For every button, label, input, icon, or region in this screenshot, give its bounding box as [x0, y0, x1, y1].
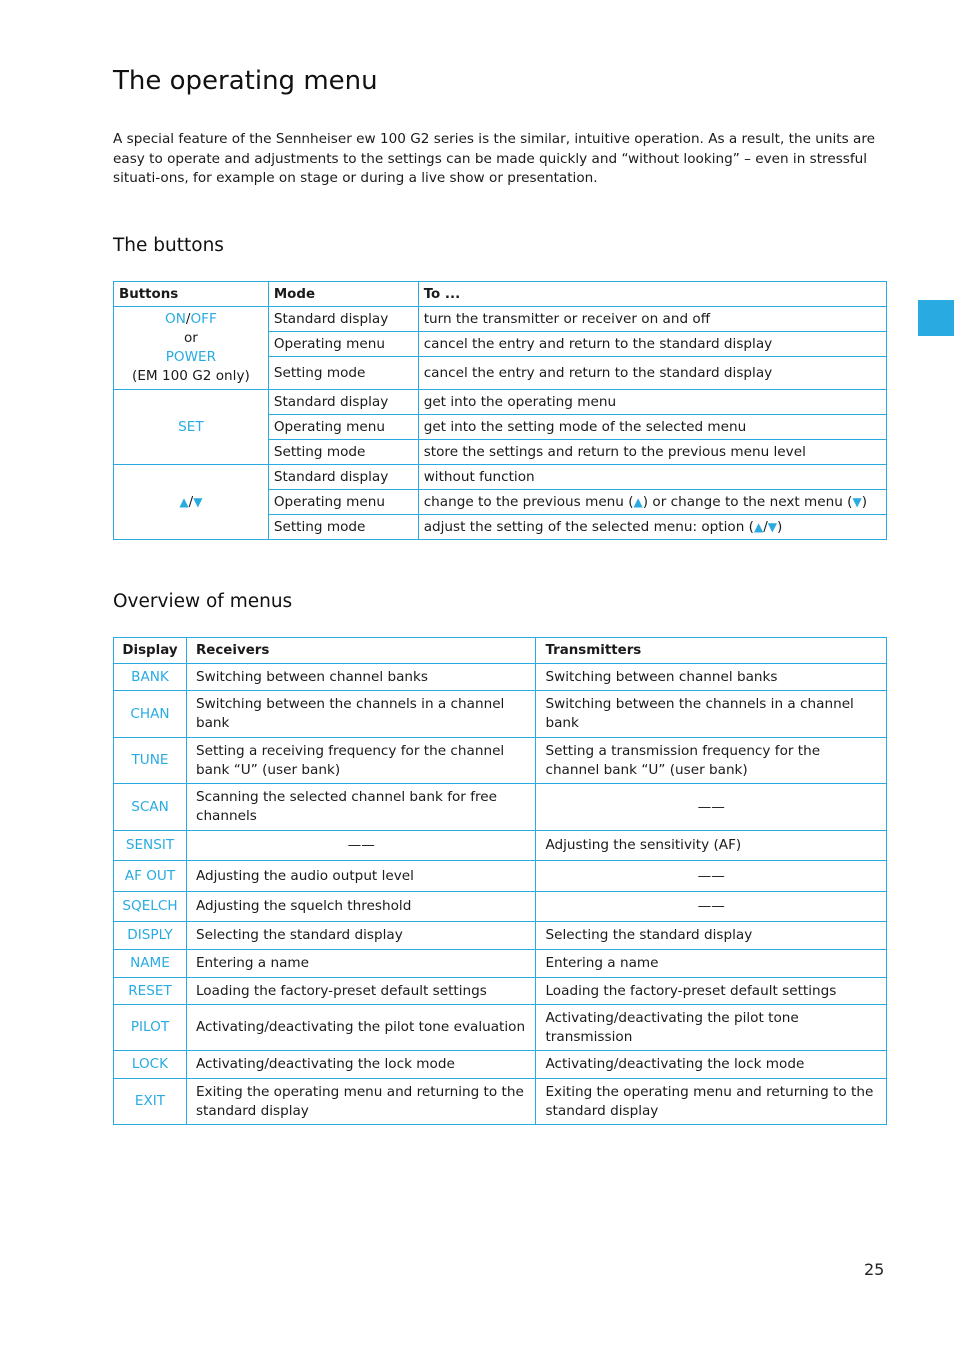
mode-cell: Setting mode — [268, 515, 418, 540]
receivers-cell: Scanning the selected channel bank for free channels — [186, 784, 536, 831]
arrow-up-icon: ▲ — [633, 494, 643, 509]
action-cell: get into the setting mode of the selected menu — [418, 415, 886, 440]
display-cell: PILOT — [114, 1005, 187, 1051]
button-cell-on-off — [114, 307, 269, 390]
page-title: The operating menu — [113, 66, 378, 96]
receivers-cell: Activating/deactivating the pilot tone evaluation — [186, 1005, 536, 1051]
transmitters-cell: —— — [536, 861, 887, 892]
or-label: or — [183, 330, 198, 346]
button-cell-set: SET — [114, 390, 269, 465]
transmitters-cell: Setting a transmission frequency for the channel bank “U” (user bank) — [536, 738, 887, 784]
arrow-down-icon: ▼ — [767, 519, 778, 534]
display-cell: LOCK — [114, 1051, 187, 1079]
transmitters-cell: —— — [536, 892, 887, 922]
action-text: / — [763, 518, 768, 535]
transmitters-cell: Activating/deactivating the pilot tone transmission — [536, 1005, 887, 1051]
header-transmitters: Transmitters — [536, 638, 887, 664]
receivers-cell: —— — [186, 831, 536, 861]
arrow-down-icon: ▼ — [852, 494, 862, 509]
transmitters-cell: Activating/deactivating the lock mode — [536, 1051, 887, 1079]
action-cell: cancel the entry and return to the standard display — [418, 357, 886, 390]
display-cell: SENSIT — [114, 831, 187, 861]
transmitters-cell: Exiting the operating menu and returning to the standard display — [536, 1079, 887, 1125]
page-number: 25 — [864, 1260, 885, 1279]
action-cell — [418, 490, 886, 515]
receivers-cell: Loading the factory-preset default settings — [186, 978, 536, 1005]
buttons-table-header — [114, 282, 887, 307]
mode-cell: Operating menu — [268, 415, 418, 440]
transmitters-cell: Entering a name — [536, 950, 887, 978]
overview-table — [113, 637, 887, 1125]
display-cell: RESET — [114, 978, 187, 1005]
table-row — [114, 1079, 887, 1125]
table-row — [114, 1051, 887, 1079]
display-cell: SQELCH — [114, 892, 187, 922]
slash: / — [185, 311, 191, 327]
transmitters-cell: Switching between the channels in a channel bank — [536, 691, 887, 738]
table-row — [114, 784, 887, 831]
display-cell: AF OUT — [114, 861, 187, 892]
chapter-tab-marker — [918, 300, 954, 336]
table-row — [114, 922, 887, 950]
mode-cell: Standard display — [268, 465, 418, 490]
off-label: OFF — [190, 311, 217, 327]
buttons-table — [113, 281, 887, 540]
receivers-cell: Setting a receiving frequency for the channel bank “U” (user bank) — [186, 738, 536, 784]
on-label: ON — [165, 311, 186, 327]
header-display: Display — [114, 638, 187, 664]
slash: / — [188, 493, 194, 510]
power-note: (EM 100 G2 only) — [132, 368, 250, 384]
display-cell: BANK — [114, 664, 187, 691]
receivers-cell: Exiting the operating menu and returning to the standard display — [186, 1079, 536, 1125]
mode-cell: Setting mode — [268, 440, 418, 465]
button-cell-up-down — [114, 465, 269, 540]
display-cell: NAME — [114, 950, 187, 978]
receivers-cell: Switching between channel banks — [186, 664, 536, 691]
transmitters-cell: Adjusting the sensitivity (AF) — [536, 831, 887, 861]
action-text: adjust the setting of the selected menu: option ( — [423, 518, 754, 535]
power-label: POWER — [165, 349, 217, 365]
action-cell: get into the operating menu — [418, 390, 886, 415]
receivers-cell: Switching between the channels in a channel bank — [186, 691, 536, 738]
action-cell — [418, 515, 886, 540]
mode-cell: Standard display — [268, 307, 418, 332]
action-text: ) — [777, 518, 783, 535]
display-cell: SCAN — [114, 784, 187, 831]
mode-cell: Setting mode — [268, 357, 418, 390]
transmitters-cell: Selecting the standard display — [536, 922, 887, 950]
receivers-cell: Selecting the standard display — [186, 922, 536, 950]
mode-cell: Standard display — [268, 390, 418, 415]
display-cell: DISPLY — [114, 922, 187, 950]
transmitters-cell: —— — [536, 784, 887, 831]
table-row — [114, 978, 887, 1005]
overview-table-body — [114, 664, 887, 1125]
overview-heading: Overview of menus — [113, 591, 293, 612]
table-row — [114, 307, 887, 332]
arrow-up-icon: ▲ — [179, 494, 189, 509]
action-text: ) — [861, 493, 868, 510]
table-row — [114, 390, 887, 415]
header-receivers: Receivers — [186, 638, 536, 664]
action-cell: store the settings and return to the previous menu level — [418, 440, 886, 465]
table-row — [114, 831, 887, 861]
display-cell: TUNE — [114, 738, 187, 784]
table-row — [114, 738, 887, 784]
arrow-down-icon: ▼ — [193, 494, 203, 509]
transmitters-cell: Switching between channel banks — [536, 664, 887, 691]
receivers-cell: Adjusting the squelch threshold — [186, 892, 536, 922]
table-row — [114, 892, 887, 922]
mode-cell: Operating menu — [268, 490, 418, 515]
arrow-up-icon: ▲ — [753, 519, 764, 534]
table-row — [114, 950, 887, 978]
receivers-cell: Adjusting the audio output level — [186, 861, 536, 892]
action-text: ) or change to the next menu ( — [642, 493, 853, 510]
overview-table-header — [114, 638, 887, 664]
action-cell: without function — [418, 465, 886, 490]
table-row — [114, 861, 887, 892]
header-buttons: Buttons — [114, 282, 269, 307]
receivers-cell: Activating/deactivating the lock mode — [186, 1051, 536, 1079]
header-to: To ... — [418, 282, 886, 307]
table-row — [114, 691, 887, 738]
transmitters-cell: Loading the factory-preset default settings — [536, 978, 887, 1005]
buttons-heading: The buttons — [113, 235, 224, 256]
action-cell: turn the transmitter or receiver on and off — [418, 307, 886, 332]
table-row — [114, 1005, 887, 1051]
action-text: change to the previous menu ( — [423, 493, 634, 510]
display-cell: EXIT — [114, 1079, 187, 1125]
header-mode: Mode — [268, 282, 418, 307]
table-row — [114, 465, 887, 490]
intro-paragraph: A special feature of the Sennheiser ew 100 G2 series is the similar, intuitive operation. As a result, the units are easy to operate and adjustments to the settings can be made quickly and “without looking” – even in stressful situati-ons, for example on stage or during a live show or presentation. — [113, 131, 876, 186]
display-cell: CHAN — [114, 691, 187, 738]
receivers-cell: Entering a name — [186, 950, 536, 978]
action-cell: cancel the entry and return to the standard display — [418, 332, 886, 357]
mode-cell: Operating menu — [268, 332, 418, 357]
table-row — [114, 664, 887, 691]
